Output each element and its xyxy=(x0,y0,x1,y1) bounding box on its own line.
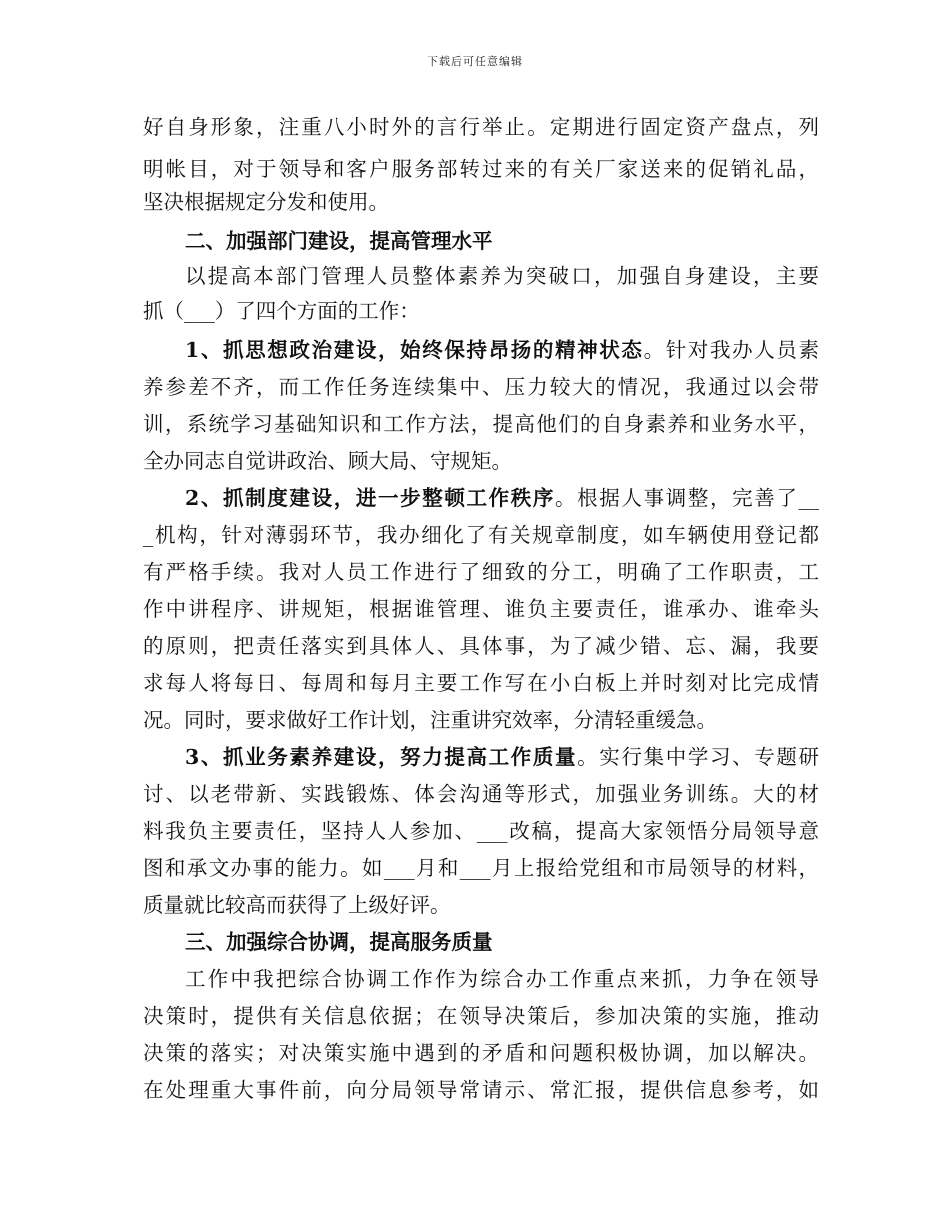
body-line: 求每人将每日、每周和每月主要工作写在小白板上并时刻对比完成情 xyxy=(143,671,819,695)
body-line: 决策的落实；对决策实施中遇到的矛盾和问题积极协调，加以解决。 xyxy=(143,1041,819,1065)
body-line: 决策时，提供有关信息依据；在领导决策后，参加决策的实施，推动 xyxy=(143,1004,819,1028)
subsection-line xyxy=(185,483,819,513)
body-line: 讨、以老带新、实践锻炼、体会沟通等形式，加强业务训练。大的材 xyxy=(143,782,819,806)
body-line: 训，系统学习基础知识和工作方法，提高他们的自身素养和业务水平， xyxy=(143,412,819,436)
body-line: 养参差不齐，而工作任务连续集中、压力较大的情况，我通过以会带 xyxy=(143,375,819,399)
body-line: 工作中我把综合协调工作作为综合办工作重点来抓，力争在领导 xyxy=(185,967,819,991)
subsection-heading: 1、抓思想政治建设，始终保持昂扬的精神状态 xyxy=(185,338,644,362)
subsection-text: 。针对我办人员素 xyxy=(643,338,820,362)
subsection-text: 。根据人事调整，完善了__ xyxy=(555,486,819,510)
body-line: 的原则，把责任落实到具体人、具体事，为了减少错、忘、漏，我要 xyxy=(143,634,819,658)
section-heading: 三、加强综合协调，提高服务质量 xyxy=(185,930,493,954)
body-line: 料我负主要责任，坚持人人参加、___改稿，提高大家领悟分局领导意 xyxy=(143,819,819,843)
body-line: 在处理重大事件前，向分局领导常请示、常汇报，提供信息参考，如 xyxy=(143,1078,819,1102)
subsection-text: 。实行集中学习、专题研 xyxy=(577,745,820,769)
body-line: 作中讲程序、讲规矩，根据谁管理、谁负主要责任，谁承办、谁牵头 xyxy=(143,597,819,621)
body-line: 图和承文办事的能力。如___月和___月上报给党组和市局领导的材料， xyxy=(143,856,819,880)
body-line: 抓（___）了四个方面的工作： xyxy=(143,299,420,323)
body-line: 好自身形象，注重八小时外的言行举止。定期进行固定资产盘点，列 xyxy=(143,115,819,139)
body-line: 况。同时，要求做好工作计划，注重讲究效率，分清轻重缓急。 xyxy=(143,708,717,732)
subsection-heading: 2、抓制度建设，进一步整顿工作秩序 xyxy=(185,486,556,510)
body-line: 全办同志自觉讲政治、顾大局、守规矩。 xyxy=(143,449,512,473)
body-line: 有严格手续。我对人员工作进行了细致的分工，明确了工作职责，工 xyxy=(143,560,819,584)
body-line: _机构，针对薄弱环节，我办细化了有关规章制度，如车辆使用登记都 xyxy=(143,523,819,547)
body-line: 质量就比较高而获得了上级好评。 xyxy=(143,893,451,917)
body-line: 明帐目，对于领导和客户服务部转过来的有关厂家送来的促销礼品， xyxy=(143,157,819,181)
subsection-heading: 3、抓业务素养建设，努力提高工作质量 xyxy=(185,745,578,769)
section-heading: 二、加强部门建设，提高管理水平 xyxy=(185,229,493,253)
subsection-line xyxy=(185,335,819,365)
subsection-line xyxy=(185,742,819,772)
body-line: 以提高本部门管理人员整体素养为突破口，加强自身建设，主要 xyxy=(185,264,819,288)
body-line: 坚决根据规定分发和使用。 xyxy=(143,190,389,214)
page-header-note: 下载后可任意编辑 xyxy=(427,55,523,68)
